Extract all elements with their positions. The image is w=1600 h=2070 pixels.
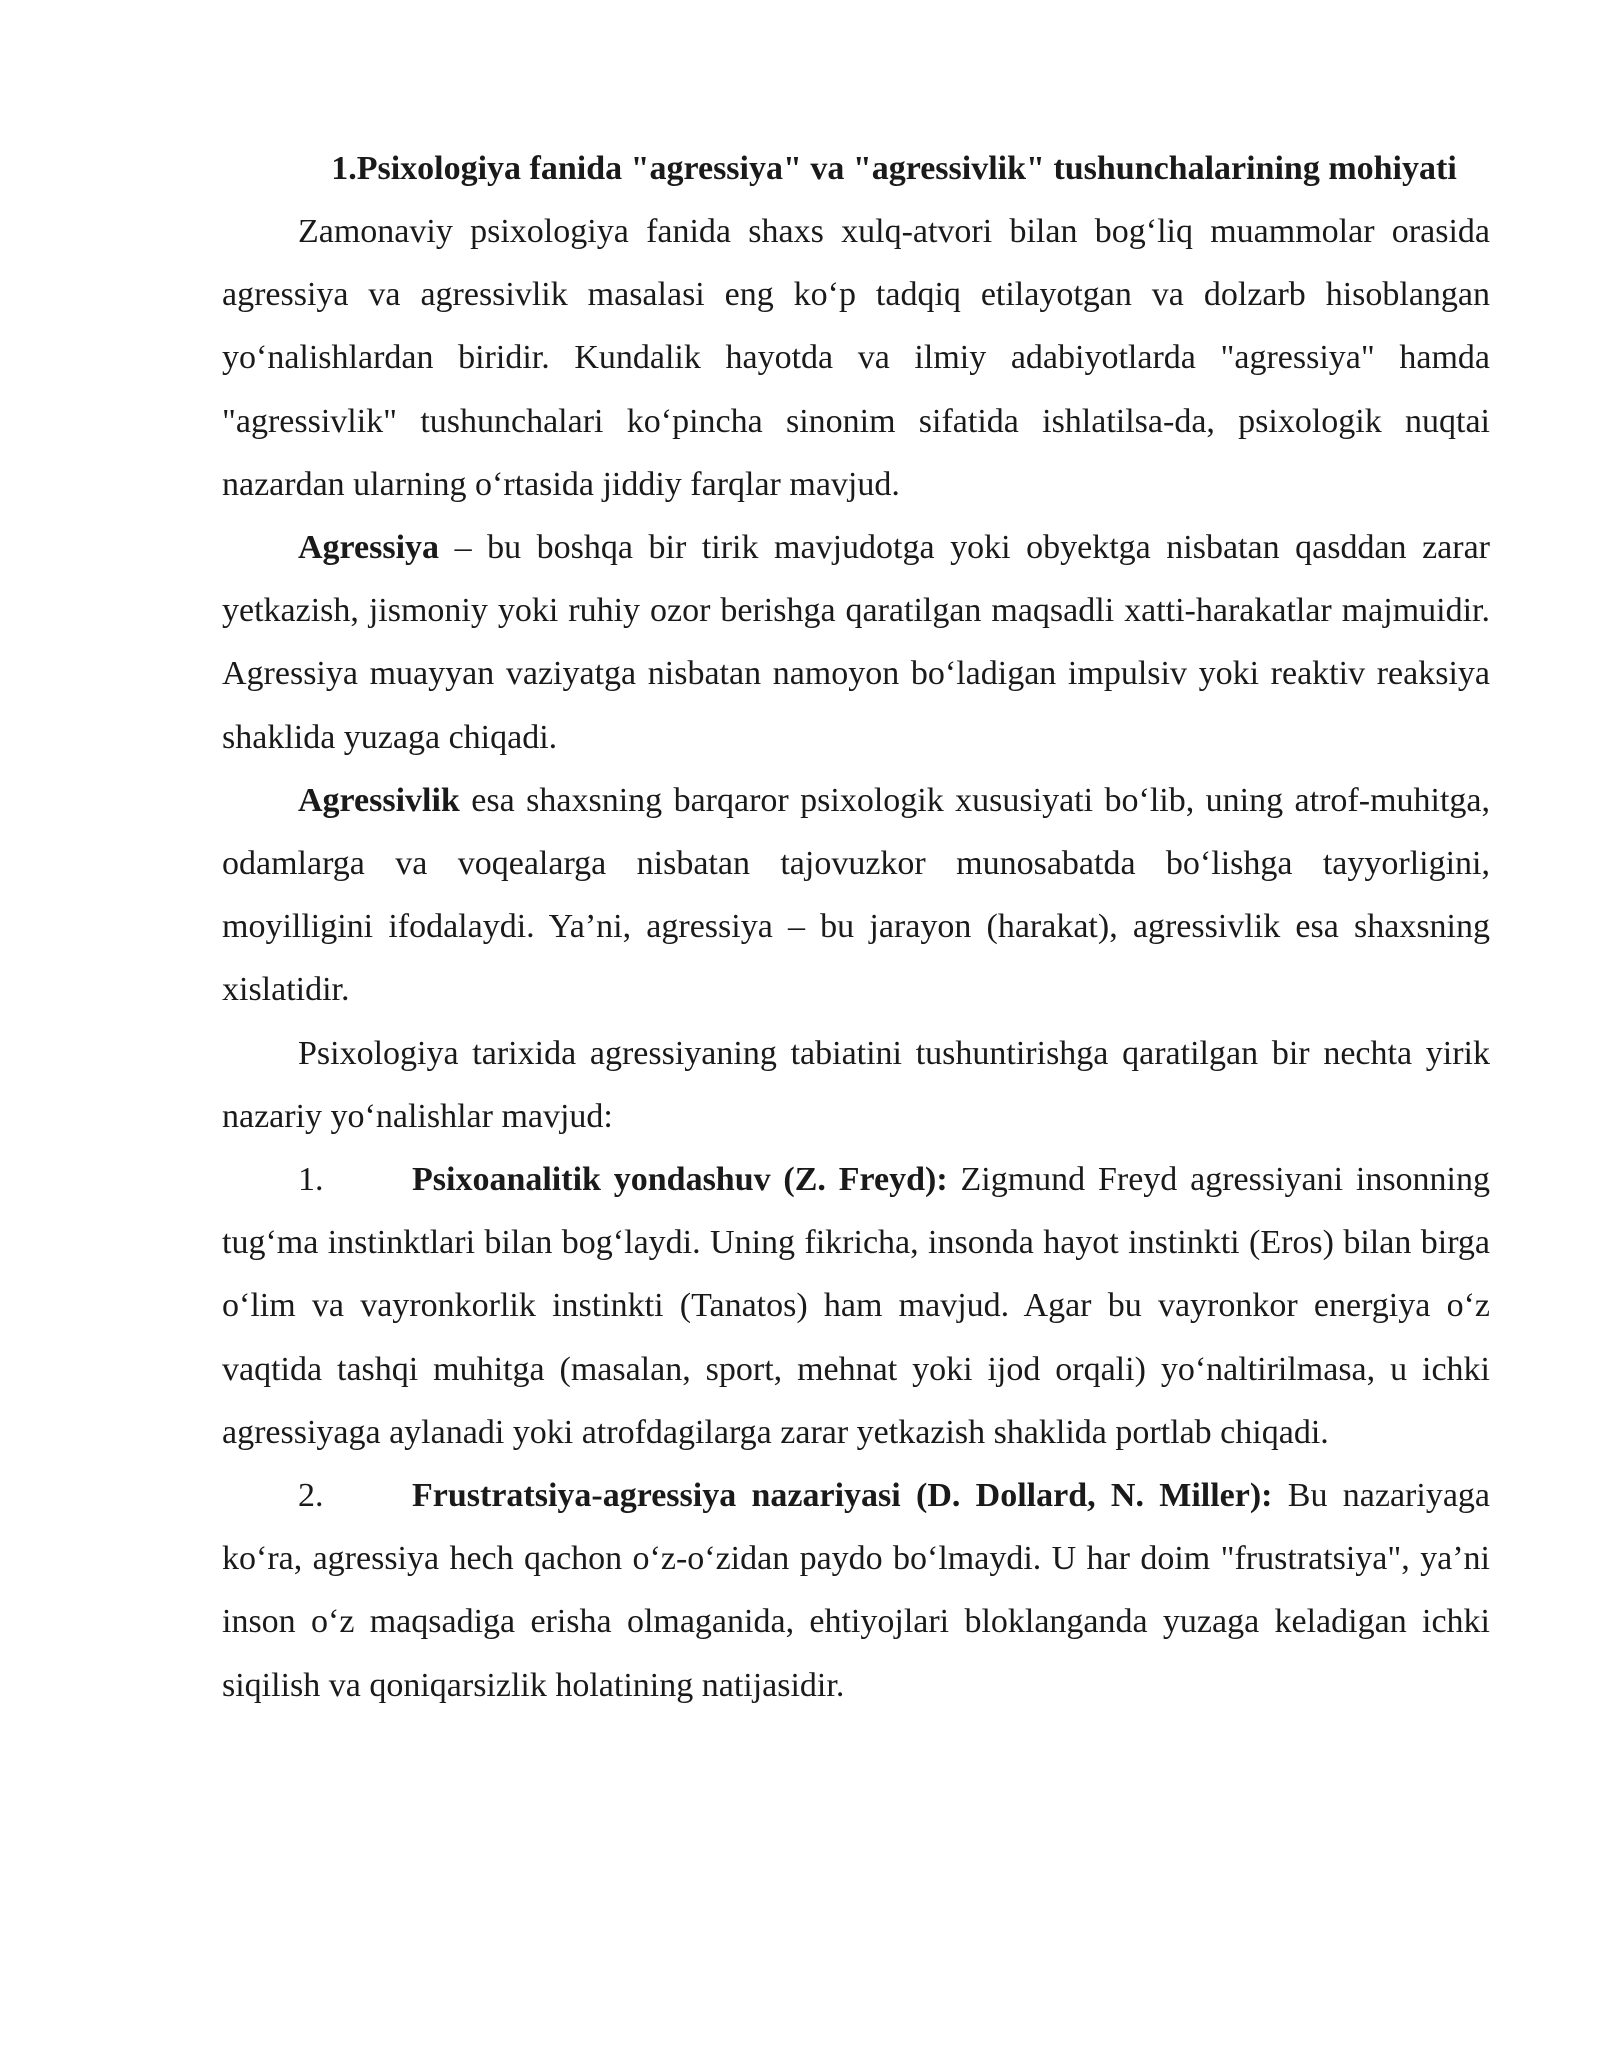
paragraph-theories-intro — [222, 1022, 1490, 1148]
list-item-text: Zigmund Freyd agressiyani insonning tug‘ma instinktlari bilan bog‘laydi. Uning fikricha, insonda hayot instinkti (Eros) bilan birga o‘lim va vayronkorlik instinkti (Tanatos) ham mavjud. Agar bu vayronkor energiya o‘z vaqtida tashqi muhitga (masalan, sport, mehnat yoki ijod orqali) yo‘naltirilmasa, u ichki agressiyaga aylanadi yoki atrofdagilarga zarar yetkazish shaklida portlab chiqadi. — [222, 1161, 1490, 1451]
list-item-heading: Psixoanalitik yondashuv (Z. Freyd): — [412, 1161, 948, 1199]
paragraph-text: esa shaxsning barqaror psixologik xususiyati bo‘lib, uning atrof-muhitga, odamlarga va voqealarga nisbatan tajovuzkor munosabatda bo‘lishga tayyorligini, moyilligini ifodalaydi. Ya’ni, agressiya – bu jarayon (harakat), agressivlik esa shaxsning xislatidir. — [222, 781, 1490, 1009]
paragraph-text: – bu boshqa bir tirik mavjudotga yoki obyektga nisbatan qasddan zarar yetkazish, jismoniy yoki ruhiy ozor berishga qaratilgan maqsadli xatti-harakatlar majmuidir. Agressiya muayyan vaziyatga nisbatan namoyon bo‘ladigan impulsiv yoki reaktiv reaksiya shaklida yuzaga chiqadi. — [222, 529, 1490, 756]
term-agressivlik: Agressivlik — [298, 781, 460, 819]
document-title: 1.Psixologiya fanida "agressiya" va "agressivlik" tushunchalarining mohiyati — [331, 150, 1457, 187]
document-page — [222, 137, 1490, 1717]
paragraph-agressivlik-definition — [222, 769, 1490, 1022]
paragraph-intro — [222, 200, 1490, 516]
paragraph-agressiya-definition — [222, 516, 1490, 769]
term-agressiya: Agressiya — [298, 529, 440, 567]
list-item-heading: Frustratsiya-agressiya nazariyasi (D. Dollard, N. Miller): — [412, 1477, 1273, 1515]
list-item-frustration — [222, 1464, 1490, 1717]
list-item-number: 2. — [298, 1477, 324, 1515]
paragraph-text: Zamonaviy psixologiya fanida shaxs xulq-atvori bilan bog‘liq muammolar orasida agressiya va agressivlik masalasi eng ko‘p tadqiq etilayotgan va dolzarb hisoblangan yo‘nalishlardan biridir. Kundalik hayotda va ilmiy adabiyotlarda "agressiya" hamda "agressivlik" tushunchalari ko‘pincha sinonim sifatida ishlatilsa-da, psixologik nuqtai nazardan ularning o‘rtasida jiddiy farqlar mavjud. — [222, 213, 1490, 503]
paragraph-text: Psixologiya tarixida agressiyaning tabiatini tushuntirishga qaratilgan bir nechta yirik nazariy yo‘nalishlar mavjud: — [222, 1034, 1490, 1135]
list-item-text: Bu nazariyaga ko‘ra, agressiya hech qachon o‘z-o‘zidan paydo bo‘lmaydi. U har doim "frustratsiya", ya’ni inson o‘z maqsadiga erisha olmaganida, ehtiyojlari bloklanganda yuzaga keladigan ichki siqilish va qoniqarsizlik holatining natijasidir. — [222, 1477, 1490, 1704]
list-item-number: 1. — [298, 1161, 324, 1199]
list-item-psychoanalytic — [222, 1148, 1490, 1464]
